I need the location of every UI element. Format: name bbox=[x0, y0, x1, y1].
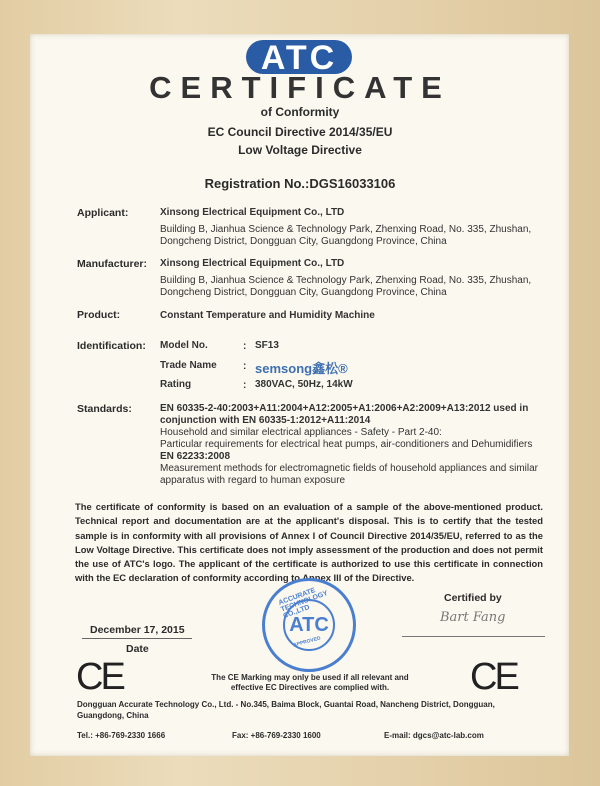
stamp-ring-text: ACCURATE TECHNOLOGY CO.,LTD bbox=[277, 587, 329, 621]
applicant-address-1: Building B, Jianhua Science & Technology Park, Zhenxing Road, No. 335, Zhushan, bbox=[160, 224, 532, 235]
standard-line: Household and similar electrical appliances - Safety - Part 2-40: bbox=[160, 427, 442, 438]
standard-line: conjunction with EN 60335-1:2012+A11:2014 bbox=[160, 415, 371, 426]
atc-approved-stamp bbox=[262, 578, 356, 672]
issue-date: December 17, 2015 bbox=[90, 624, 185, 636]
manufacturer-address-2: Dongcheng District, Dongguan City, Guangdong Province, China bbox=[160, 287, 447, 298]
conformity-statement: The certificate of conformity is based on an evaluation of a sample of the above-mentioned product. Technical report and documentation are at the applicant's disposal. This is to certify that the tested sample is in conformity with all provisions of Annex I of Council Directive 2014/35/EU, referred to as the Low Voltage Directive. This certificate does not imply assessment of the production and does not permit the use of ATC's logo. The applicant of the certificate is authorized to use this certificate in connection with the EC declaration of conformity according to Annex III of the Directive. bbox=[75, 501, 543, 584]
standard-line: Measurement methods for electromagnetic fields of household appliances and similar bbox=[160, 463, 538, 474]
manufacturer-label: Manufacturer: bbox=[77, 258, 148, 270]
date-label: Date bbox=[126, 643, 149, 655]
model-label: Model No. bbox=[160, 340, 208, 351]
ce-note-1: The CE Marking may only be used if all relevant and bbox=[211, 673, 409, 682]
product-label: Product: bbox=[77, 309, 121, 321]
applicant-address-2: Dongcheng District, Dongguan City, Guangdong Province, China bbox=[160, 236, 447, 247]
date-line bbox=[82, 638, 192, 639]
standards-label: Standards: bbox=[77, 403, 132, 415]
standard-line: EN 62233:2008 bbox=[160, 451, 231, 462]
registration-number: Registration No.:DGS16033106 bbox=[204, 176, 396, 191]
footer-fax: Fax: +86-769-2330 1600 bbox=[232, 731, 321, 740]
certified-by-label: Certified by bbox=[444, 592, 502, 604]
footer-address-2: Guangdong, China bbox=[77, 711, 149, 720]
footer-email: E-mail: dgcs@atc-lab.com bbox=[384, 731, 484, 740]
standard-line: Particular requirements for electrical heat pumps, air-conditioners and Dehumidifiers bbox=[160, 439, 533, 450]
standard-line: EN 60335-2-40:2003+A11:2004+A12:2005+A1:2006+A2:2009+A13:2012 used in bbox=[160, 403, 529, 414]
trade-name-logo: semsong鑫松® bbox=[255, 361, 348, 376]
identification-label: Identification: bbox=[77, 340, 146, 352]
ce-mark-left: CE bbox=[76, 656, 123, 698]
manufacturer-address-1: Building B, Jianhua Science & Technology Park, Zhenxing Road, No. 335, Zhushan, bbox=[160, 275, 532, 286]
stamp-center: ATC bbox=[283, 599, 335, 651]
trade-name-label: Trade Name bbox=[160, 360, 217, 371]
rating-value: 380VAC, 50Hz, 14kW bbox=[255, 379, 353, 390]
signature: Bart Fang bbox=[440, 610, 506, 625]
subtitle: of Conformity bbox=[260, 105, 340, 119]
certificate-title: CERTIFICATE bbox=[149, 70, 451, 105]
colon: : bbox=[243, 341, 247, 352]
applicant-name: Xinsong Electrical Equipment Co., LTD bbox=[160, 207, 345, 218]
standard-line: apparatus with regard to human exposure bbox=[160, 475, 346, 486]
rating-label: Rating bbox=[160, 379, 192, 390]
product-value: Constant Temperature and Humidity Machine bbox=[160, 310, 375, 321]
footer-address-1: Dongguan Accurate Technology Co., Ltd. - No.345, Baima Block, Guantai Road, Nancheng District, Dongguan, bbox=[77, 700, 495, 709]
stamp-approved: APPROVED bbox=[292, 635, 322, 649]
ce-mark-right: CE bbox=[470, 656, 517, 698]
signature-line bbox=[402, 636, 545, 637]
directive: EC Council Directive 2014/35/EU bbox=[207, 125, 393, 139]
atc-logo: ATC bbox=[246, 40, 352, 74]
footer-tel: Tel.: +86-769-2330 1666 bbox=[77, 731, 166, 740]
applicant-label: Applicant: bbox=[77, 207, 129, 219]
manufacturer-name: Xinsong Electrical Equipment Co., LTD bbox=[160, 258, 345, 269]
directive-name: Low Voltage Directive bbox=[238, 143, 362, 157]
colon: : bbox=[243, 361, 247, 372]
ce-note-2: effective EC Directives are complied with. bbox=[230, 683, 390, 692]
colon: : bbox=[243, 380, 247, 391]
model-value: SF13 bbox=[255, 340, 279, 351]
